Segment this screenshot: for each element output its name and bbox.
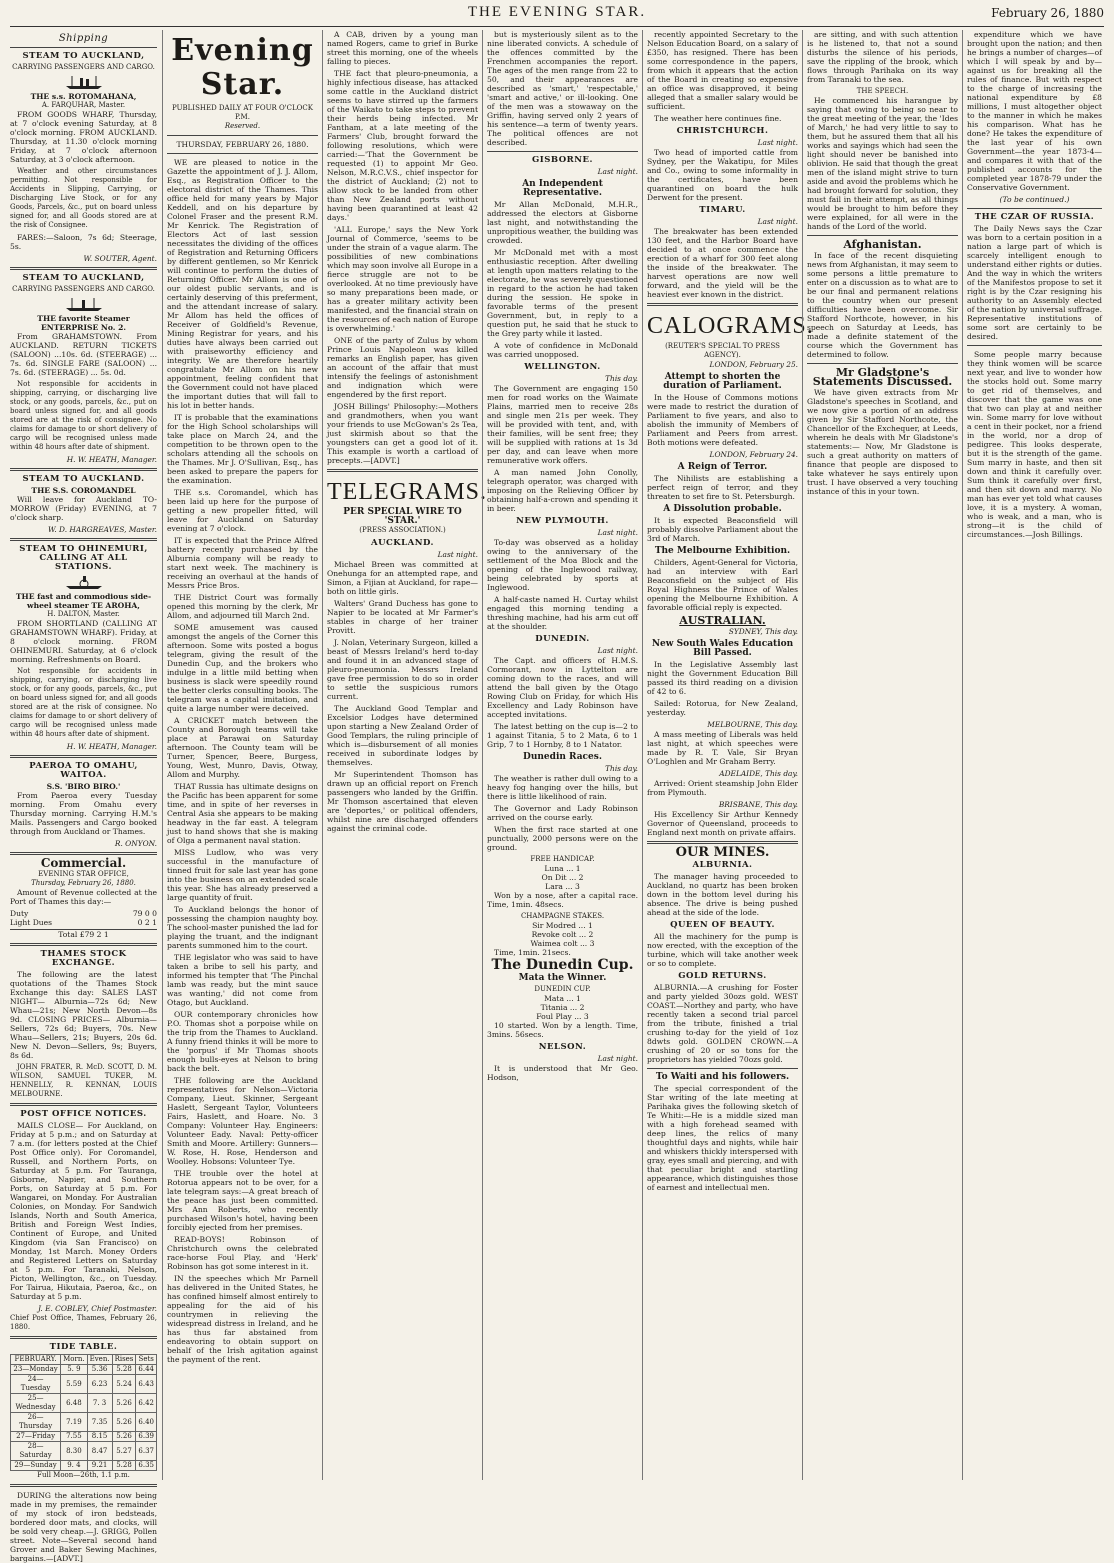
- afghanistan-title: Afghanistan.: [843, 238, 922, 251]
- australian-title: AUSTRALIAN.: [679, 614, 766, 627]
- tide-cell: 24—Tuesday: [11, 1375, 61, 1394]
- afghanistan-text: In face of the recent disquieting news from Afghanistan, it may seem to some persons a little premature to enter on a discussion as to what are to be our final and permanent relations to the country when our present difficulties have been overcome. Sir Stafford Northcote, however, in his speech on Saturday at Leeds, has made a definite statement of the course which the Government has determined to follow.: [807, 251, 958, 359]
- czar-text: The Daily News says the Czar was born to a certain position in a nation a large part of which is scarcely intelligent enough to understand either rights or duties. And the way in which the writers of the Manifestos propose to set it right is by the Czar resigning his authority to an Assembly elected of the nation by universal suffrage. Representative institutions of some sort are certainly to be desired.: [967, 224, 1102, 341]
- stock-exchange-section: [10, 950, 157, 1099]
- column-continued: [962, 30, 1105, 1480]
- post-office-body: MAILS CLOSE— For Auckland, on Friday at 5 p.m.; and on Saturday at 7 a.m. (for letters posted at the Chief Post Office only). For Coromandel, Russell, and Northern Ports, on Saturday at 5 p.m. For Tauranga, Gisborne, Napier, and Southern Ports, on Saturday at 5 p.m. For Wangarei, on Monday. For Australian Colonies, on Monday. For Sandwich Islands, North and South America, British and Foreign West Indies, Continent of Europe, and United Kingdom (via San Francisco) on Monday, 1st March. Money Orders and Registered Letters on Saturday at 5 p.m. For Taranaki, Nelson, Picton, Wellington, &c., on Tuesday. For Tairua, Hikutaia, Paeroa, &c., on Saturday at 5 p.m.: [10, 1121, 157, 1301]
- parliament-headline: Attempt to shorten the duration of Parliament.: [663, 372, 782, 391]
- dunedin-cup-label: DUNEDIN CUP.: [534, 985, 591, 993]
- article-paragraph: To Auckland belongs the honor of possessing the champion naughty boy. The school-master punished the lad for playing the truant, and the indignant parents summoned him to the court.: [167, 905, 318, 950]
- dunedin-dateline: Last night.: [597, 646, 638, 655]
- mines-title: OUR MINES.: [675, 845, 770, 860]
- waiti-text: The special correspondent of the Star writing of the late meeting at Parihaka gives the following sketch of Te Whiti:—He is a middle sized man with a high forehead seamed with deep lines, the relics of many thoughtful days and nights, while hair and whiskers thickly interspersed with gray, eyes small and piercing, and with that peculiar bright and startling appearance, which distinguishes those of earnest and intellectual men.: [647, 1084, 798, 1192]
- alburnia-text: The manager having proceeded to Auckland, no quartz has been broken down in the bottom level during his absence. The drive is being pushed ahead at the side of the lode.: [647, 872, 798, 917]
- paper-title: Evening Star.: [171, 33, 314, 102]
- ad-ship-name: THE fast and commodious side-wheel steamer TE AROHA,: [15, 592, 152, 610]
- article-paragraph: The Government are engaging 150 men for road works on the Waimate Plains, married men to receive 28s and single men 21s per week. They will be provided with tent, and, with their families, will be sent free; they will be supplied with rations at 1s 3d per day, and can leave when more remunerative work offers.: [487, 384, 638, 465]
- article-paragraph: A CRICKET match between the County and Borough teams will take place at Parawai on Saturday afternoon. The County team will be Turner, Spencer, Beere, Burgess, Young, West, Munro, Davis, Otway, Allom and Murphy.: [167, 716, 318, 779]
- ad-ship-name: S.S. 'BIRO BIRO.': [46, 782, 121, 791]
- alburnia-title: ALBURNIA.: [692, 860, 753, 870]
- nelson-title: NELSON.: [538, 1042, 587, 1052]
- commercial-office: EVENING STAR OFFICE,: [38, 870, 129, 878]
- column-telegrams: [322, 30, 487, 1480]
- commercial-title: Commercial.: [40, 856, 127, 870]
- dunedin-cup-title: The Dunedin Cup.: [491, 957, 634, 973]
- timaru-dateline: Last night.: [757, 217, 798, 226]
- shipping-ad: [10, 52, 157, 263]
- race-result-row: Mata ... 1: [544, 994, 581, 1003]
- ad-title: STEAM TO AUCKLAND,: [22, 273, 145, 283]
- paddle-steamer-icon: [64, 574, 104, 590]
- column-shipping: [10, 30, 160, 1563]
- tide-cell: 9. 4: [61, 1461, 87, 1471]
- race-result-row: Sir Modred ... 1: [532, 921, 593, 930]
- tide-table-title: TIDE TABLE.: [49, 1342, 118, 1352]
- post-office-title: POST OFFICE NOTICES.: [20, 1109, 147, 1119]
- revenue-total: Total £79 2 1: [10, 929, 157, 939]
- dunedin-title: DUNEDIN.: [535, 634, 590, 644]
- ad-note: Weather and other circumstances permitting. Not responsible for Accidents in Slipping, Carrying, or Discharging Live Stock, or for any Goods, Parcels, &c., put on board unless signed for, and all Goods stored are at the risk of Consignee.: [10, 167, 157, 229]
- race-result-row: Lara ... 3: [545, 882, 580, 891]
- calograms-title: CALOGRAMS.: [647, 313, 814, 339]
- new-plymouth-title: NEW PLYMOUTH.: [516, 516, 609, 526]
- christchurch-dateline: Last night.: [757, 138, 798, 147]
- article-paragraph: THE District Court was formally opened this morning by the clerk, Mr Allom, and adjourned till March 2nd.: [167, 593, 318, 620]
- champagne-note: Time, 1min. 21secs.: [494, 948, 571, 957]
- adelaide-dateline: ADELAIDE, This day.: [719, 769, 798, 778]
- steamship-icon: [64, 296, 104, 312]
- tide-cell: 7.55: [61, 1432, 87, 1442]
- tide-column-header: Even.: [87, 1355, 112, 1365]
- tide-cell: 6.23: [87, 1375, 112, 1394]
- article-paragraph: OUR contemporary chronicles how P.O. Thomas shot a porpoise while on the trip from the Thames to Auckland. A funny friend thinks it will be more to the 'porpus' if Mr Thomas shoots enough bulls-eyes at Nelson to bring back the belt.: [167, 1010, 318, 1073]
- column-calograms: [642, 30, 814, 1480]
- revenue-item: Light Dues: [10, 918, 53, 927]
- tide-cell: 23—Monday: [11, 1365, 61, 1375]
- champagne-title: CHAMPAGNE STAKES.: [520, 912, 605, 920]
- nsw-headline: New South Wales Education Bill Passed.: [651, 639, 794, 658]
- article-paragraph: Mr Superintendent Thomson has drawn up an official report on French passengers who landed by the Griffin. Mr Thomson ascertained that eleven are 'deportes,' or political offenders, whilst nine are discharged offenders against the criminal code.: [327, 770, 478, 833]
- wellington-paragraphs: [487, 384, 638, 513]
- queen-of-beauty-title: QUEEN OF BEAUTY.: [670, 920, 775, 930]
- article-paragraph: 'ALL Europe,' says the New York Journal of Commerce, 'seems to be under the strain of a vague alarm. The possibilities of new combinations which may soon involve all Europe in a fierce struggle are not to be overlooked. At no time previously have so many preparations been made, or has a greater military activity been manifested, and the financial strain on the resources of each nation of Europe is overwhelming.': [327, 225, 478, 333]
- dunedin-cup-subtitle: Mata the Winner.: [518, 973, 607, 983]
- timaru-text: The breakwater has been extended 130 feet, and the Harbor Board have decided to at once commence the erection of a wharf for 300 feet along the inside of the breakwater. The harvest operations are now well forward, and the yield will be the heaviest ever known in the district.: [647, 227, 798, 299]
- ad-ship-name: THE S.S. COROMANDEL: [31, 486, 136, 495]
- article-paragraph: The latest betting on the cup is—2 to 1 against Titania, 5 to 2 Mata, 6 to 1 Grip, 7 to 1 Hornby, 8 to 1 Natator.: [487, 722, 638, 749]
- commercial-intro: Amount of Revenue collected at the Port of Thames this day:—: [10, 888, 157, 906]
- brisbane-dateline: BRISBANE, This day.: [718, 800, 798, 809]
- section-title-shipping: Shipping: [58, 33, 109, 44]
- telegrams-title: TELEGRAMS.: [327, 479, 487, 505]
- ad-body: From Paeroa every Tuesday morning. From Omahu every Thursday morning. Carrying H.M.'s Mails. Passengers and Cargo booked through from Auckland or Thames.: [10, 791, 157, 836]
- article-paragraph: THAT Russia has ultimate designs on the Pacific has been apparent for some time, and in spite of her reverses in Central Asia she appears to be making headway in the far east. A telegram just to hand shows that she is making of Olga a permanent naval station.: [167, 782, 318, 845]
- tide-cell: 5. 9: [61, 1365, 87, 1375]
- brisbane-text: His Excellency Sir Arthur Kennedy Governor of Queensland, proceeds to England next month on private affairs.: [647, 810, 798, 837]
- tide-table-header: [11, 1355, 157, 1365]
- tide-cell: 5.26: [112, 1413, 136, 1432]
- tide-table-section: [10, 1343, 157, 1480]
- gisborne-paragraphs: [487, 200, 638, 359]
- champagne-results: [487, 921, 638, 948]
- table-row: [11, 1375, 157, 1394]
- nelson-dateline: Last night.: [597, 1054, 638, 1063]
- running-header: [10, 4, 1104, 27]
- gladstone-title: Mr Gladstone's Statements Discussed.: [812, 366, 953, 388]
- race-result-row: Waimea colt ... 3: [530, 939, 595, 948]
- tide-cell: 5.28: [112, 1461, 136, 1471]
- article-paragraph: THE s.s. Coromandel, which has been laid up here for the purpose of getting a new propeller fitted, will leave for Auckland on Saturday evening at 7 o'clock.: [167, 488, 318, 533]
- article-paragraph: but is mysteriously silent as to the nine liberated convicts. A schedule of the offences committed by the Frenchmen accompanies the report. The ages of the men range from 22 to 50, and their appearances are described as 'smart,' 'respectable,' 'smart and active,' or ill-looking. One of the men was a stowaway on the Griffin, having served only 2 years of his sentence—a term of twenty years. The political offences are not described.: [487, 30, 638, 147]
- article-paragraph: The Capt. and officers of H.M.S. Cormorant, now in Lyttelton are coming down to the races, and will attend the ball given by the Otago Rowing Club on Friday, for which His Excellency and Lady Robinson have accepted invitations.: [487, 656, 638, 719]
- news-paragraphs: [807, 30, 958, 84]
- auckland-dateline: Last night.: [437, 550, 478, 559]
- columns: [10, 30, 1104, 1563]
- article-paragraph: THE trouble over the hotel at Rotorua appears not to be over, for a late telegram says:—A great breach of the peace has just been committed. Mrs Ann Roberts, who recently purchased Wilson's hotel, having been forcibly ejected from her premises.: [167, 1169, 318, 1232]
- tide-cell: 8.47: [87, 1442, 112, 1461]
- ad-title: STEAM TO AUCKLAND.: [22, 474, 145, 484]
- christchurch-title: CHRISTCHURCH.: [676, 126, 769, 136]
- dunedin-cup-note: 10 started. Won by a length. Time, 3mins. 56secs.: [487, 1021, 638, 1039]
- press-association: (PRESS ASSOCIATION.): [359, 526, 446, 534]
- shipping-ad: [10, 274, 157, 464]
- london-dateline: LONDON, February 24.: [709, 450, 798, 459]
- shipping-ad: [10, 762, 157, 848]
- article-paragraph: A vote of confidence in McDonald was carried unopposed.: [487, 341, 638, 359]
- article-paragraph: The weather is rather dull owing to a heavy fog hanging over the hills, but there is little likelihood of rain.: [487, 774, 638, 801]
- ad-agent: W. SOUTER, Agent.: [83, 254, 157, 263]
- ad-note: Not responsible for accidents in shipping, carrying, or discharging live stock, or any goods, parcels, &c., put on board unless signed for, and all goods stored are at the risk of consignee. No claims for damage to or short delivery of cargo will be recognised unless made within 48 hours after date of shipment.: [10, 380, 157, 451]
- melbourne-headline: The Melbourne Exhibition.: [654, 546, 791, 556]
- article-paragraph: Walters' Grand Duchess has gone to Napier to be located at Mr Farmer's stables in charge of her trainer Provitt.: [327, 599, 478, 635]
- post-office-place: Chief Post Office, Thames, February 26, 1880.: [10, 1314, 157, 1331]
- shipping-ad: [10, 545, 157, 751]
- speech-text: He commenced his harangue by saying that owing to being so near to the great meeting of the year, the 'Ides of March,' he had very little to say to them, but he assured them that all his works and sayings which had seen the light should never be banished into oblivion. He said that though the great men of the island might strive to turn aside and avoid the problems which he had brought forward for solution, they must fail in their attempt, as all things would be brought to him before they were explained, for all were in the hands of the Lord of the world.: [807, 96, 958, 231]
- article-paragraph: MISS Ludlow, who was very successful in the manufacture of tinned fruit for sale last year has gone into the business on an extended scale this year. She has already preserved a large quantity of fruit.: [167, 848, 318, 902]
- revenue-value: 79 0 0: [132, 909, 157, 918]
- article-paragraph: A half-caste named H. Curtay whilst engaged this morning tending a threshing machine, had his arm cut off at the shoulder.: [487, 595, 638, 631]
- editorial-paragraphs: [167, 158, 318, 1364]
- article-paragraph: THE legislator who was said to have taken a bribe to sell his party, and informed his tempter that 'The Pinchal lamb was ready, but the mint sauce was wanting,' did not come from Otago, but Auckland.: [167, 953, 318, 1007]
- news-paragraphs: [967, 30, 1102, 192]
- post-office-section: [10, 1110, 157, 1332]
- shipping-ad: [10, 475, 157, 534]
- london-dateline: LONDON, February 25.: [709, 360, 798, 369]
- revenue-row: [10, 918, 157, 927]
- tide-column-header: Rises: [112, 1355, 136, 1365]
- parliament-text: In the House of Commons motions were made to restrict the duration of Parliament to five years, and also to abolish the immunity of Members of Parliament and Peers from arrest. Both motions were defeated.: [647, 393, 798, 447]
- handicap-title: FREE HANDICAP.: [530, 855, 595, 863]
- publication-info: PUBLISHED DAILY AT FOUR O'CLOCK P.M.: [172, 104, 313, 121]
- tide-cell: 29—Sunday: [11, 1461, 61, 1471]
- article-paragraph: SOME amusement was caused amongst the angels of the Corner this afternoon. Some wits posted a bogus telegram, giving the result of the Dunedin Cup, and the brokers who indulge in a little mild betting when business is slack were speedily round the better clerks consulting books. The telegram was a capital imitation, and quite a large number were deceived.: [167, 623, 318, 713]
- article-paragraph: WE are pleased to notice in the Gazette the appointment of J. J. Allom, Esq., as Registration Officer to the electoral district of the Thames. This office held for many years by Major Keddell, and on his departure by Colonel Fraser and the present R.M. Mr Kenrick. The Registration of Electors Act of last session necessitates the dividing of the offices of Registration and Returning Officers by different gentlemen, so Mr Kenrick will continue to perform the duties of Returning Officer. Mr Allom is one of our oldest public servants, and is certainly deserving of this preferment, and the attendant increase of salary. Mr Allom has held the offices of Receiver of Goldfield's Revenue, Mining Registrar for years, and his duties have always been carried out with praiseworthy efficiency and integrity. We are therefore heartily congratulate Mr Allom on his new appointment, feeling confident that the Government could not have placed the important duties that will fall to his lot in better hands.: [167, 158, 318, 410]
- calograms-subtitle: (REUTER'S SPECIAL TO PRESS AGENCY).: [665, 342, 780, 359]
- tide-cell: 26—Thursday: [11, 1413, 61, 1432]
- tide-cell: 6.37: [136, 1442, 157, 1461]
- dunedin-paragraphs: [487, 656, 638, 749]
- tide-column-header: Morn.: [61, 1355, 87, 1365]
- ad-fares: FARES:—Saloon, 7s 6d; Steerage, 5s.: [10, 233, 157, 251]
- gisborne-title: GISBORNE.: [532, 155, 593, 165]
- tide-column-header: Sets: [136, 1355, 157, 1365]
- article-paragraph: THE following are the Auckland representatives for Nelson—Victoria Company, Lieut. Skinner, Sergeant Haslett, Sergeant Taylor, Volunteers Fairs, Haslett, and Hoare. No. 3 Company: Volunteer Hay. Engineers: Volunteer Eady. Naval: Petty-officer Smith and Moore. Artillery: Gunners—W. Rose, H. Rose, Henderson and Woolley. Hobsons: Volunteer Tye.: [167, 1076, 318, 1166]
- ad-body: FROM GOODS WHARF, Thursday, at 7 o'clock evening Saturday, at 8 o'clock morning. FROM AUCKLAND. Thursday, at 11.30 o'clock morning Friday, at 7 o'clock afternoon Saturday, at 3 o'clock afternoon.: [10, 110, 157, 164]
- race-result-row: Foul Play ... 3: [536, 1012, 589, 1021]
- ad-note: Not responsible for accidents in shipping, carrying, or discharging live stock, or for any goods, parcels, &c., put on board unless signed for, and all goods stored are at the risk of consignee. No claims for damage to or short delivery of cargo will be recognised unless made within 48 hours after date of shipment.: [10, 667, 157, 738]
- waiti-headline: To Waiti and his followers.: [655, 1072, 790, 1082]
- tide-cell: 5.24: [112, 1375, 136, 1394]
- ad-ship-name: THE favorite Steamer ENTERPRISE No. 2.: [37, 314, 130, 332]
- terror-headline: A Reign of Terror.: [677, 462, 768, 472]
- dunedin-cup-results: [487, 994, 638, 1021]
- table-row: [11, 1365, 157, 1375]
- article-paragraph: The weather here continues fine.: [654, 114, 782, 123]
- melbourne-text: Childers, Agent-General for Victoria, had an interview with Earl Beaconsfield on the subject of His Royal Highness the Prince of Wales opening the Melbourne Exhibition. A favorable official reply is expected.: [647, 558, 798, 612]
- article-paragraph: When the first race started at one punctually, 2000 persons were on the ground.: [487, 825, 638, 852]
- christchurch-text: Two head of imported cattle from Sydney, per the Wakatipu, for Miles and Co., owing to some informality in the certificates, have been quarantined on board the hulk Derwent for the present.: [647, 148, 798, 202]
- issue-date: THURSDAY, FEBRUARY 26, 1880.: [176, 140, 309, 149]
- tide-footnote: Full Moon—26th, 1.1 p.m.: [37, 1471, 130, 1479]
- tide-cell: 6.35: [136, 1461, 157, 1471]
- nelson-text: It is understood that Mr Geo. Hodson,: [487, 1064, 638, 1082]
- sydney-dateline: SYDNEY, This day.: [728, 627, 798, 636]
- article-paragraph: JOSH Billings' Philosophy:—Mothers and grandmothers, when you want your friends to use McGowan's 2s Tea, just skirmish about so that the youngsters can get a good lot of it. This example is worth a cartload of precepts.—[ADVT.]: [327, 402, 478, 465]
- race-result-row: Revoke colt ... 2: [531, 930, 594, 939]
- race-result-row: Luna ... 1: [544, 864, 581, 873]
- article-paragraph: To-day was observed as a holiday owing to the anniversary of the settlement of the Moa Block and the opening of the Inglewood railway, being celebrated by sports at Inglewood.: [487, 538, 638, 592]
- tide-cell: 6.43: [136, 1375, 157, 1394]
- steamship-icon: [64, 74, 104, 90]
- header-date: February 26, 1880: [991, 6, 1104, 20]
- gisborne-dateline: Last night.: [597, 167, 638, 176]
- ad-body: From GRAHAMSTOWN. From AUCKLAND. RETURN TICKETS (SALOON) ...10s. 6d. (STEERAGE) ... 7s. 6d. SINGLE FARE (SALOON) ... 7s. 6d. (STEERAGE) ... 5s. 0d.: [10, 332, 157, 377]
- ad-master: H. DALTON, Master.: [47, 610, 120, 618]
- ad-title: STEAM TO OHINEMURI, CALLING AT ALL STATIONS.: [19, 544, 148, 572]
- tide-cell: 6.40: [136, 1413, 157, 1432]
- ad-agent: R. ONYON.: [114, 839, 157, 848]
- article-paragraph: Mr McDonald met with a most enthusiastic reception. After dwelling at length upon matters relating to the electorate, he was severely questioned in regard to the action he had taken during the session. He spoke in favorable terms of the present Government, but, in reply to a question put, he said that he stuck to the Grey party while it lasted.: [487, 248, 638, 338]
- dunedin-races-title: Dunedin Races.: [523, 752, 602, 762]
- tide-cell: 7.19: [61, 1413, 87, 1432]
- grigg-advertisement: DURING the alterations now being made in my premises, the remainder of my stock of iron bedsteads, bordered door mats, and clocks, will be sold very cheap.—J. GRIGG, Pollen street. Note—Several second hand Grover and Baker Sewing Machines, bargains.—[ADVT.]: [10, 1491, 157, 1563]
- tide-cell: 7. 3: [87, 1394, 112, 1413]
- independent-title: An Independent Representative.: [522, 179, 603, 198]
- dissolution-headline: A Dissolution probable.: [663, 504, 782, 514]
- exchange-brokers: JOHN FRATER, R. McD. SCOTT, D. M. WILSON, SAMUEL TUKER, M. HENNELLY, R. KENNAN, LOUIS MELBOURNE.: [10, 1063, 157, 1098]
- ad-subtitle: CARRYING PASSENGERS AND CARGO.: [12, 285, 155, 293]
- tide-cell: 6.42: [136, 1394, 157, 1413]
- tide-cell: 5.28: [112, 1365, 136, 1375]
- ad-body: Will leave for Auckland TO-MORROW (Friday) EVENING, at 7 o'clock sharp.: [10, 495, 157, 522]
- ad-title: STEAM TO AUCKLAND,: [22, 51, 145, 61]
- wellington-dateline: This day.: [605, 374, 638, 383]
- article-paragraph: recently appointed Secretary to the Nelson Education Board, on a salary of £350, has resigned. There has been some correspondence in the papers, from which it appears that the action of the Board in creating so expensive an office was disapproved, it being alleged that a smaller salary would be sufficient.: [647, 30, 798, 111]
- news-paragraphs: [647, 30, 798, 123]
- tide-cell: 6.44: [136, 1365, 157, 1375]
- tide-cell: 5.36: [87, 1365, 112, 1375]
- czar-title: THE CZAR OF RUSSIA.: [974, 212, 1095, 222]
- tide-cell: 28—Saturday: [11, 1442, 61, 1461]
- tide-cell: 8.15: [87, 1432, 112, 1442]
- terror-text: The Nihilists are establishing a perfect reign of terror, and they threaten to set fire to St. Petersburgh.: [647, 474, 798, 501]
- ad-title: PAEROA TO OMAHU, WAITOA.: [29, 761, 138, 780]
- article-paragraph: A CAB, driven by a young man named Rogers, came to grief in Burke street this morning, one of the wheels falling to pieces.: [327, 30, 478, 66]
- article-paragraph: J. Nolan, Veterinary Surgeon, killed a beast of Messrs Ireland's herd to-day and found it in an advanced stage of pleuro-pneumonia. Messrs Ireland gave free permission to do so in order to settle the suspicious rumors current.: [327, 638, 478, 701]
- tide-cell: 6.48: [61, 1394, 87, 1413]
- tide-cell: 27—Friday: [11, 1432, 61, 1442]
- table-row: [11, 1413, 157, 1432]
- race-result-row: On Dit ... 2: [541, 873, 584, 882]
- nsw-text: In the Legislative Assembly last night the Government Education Bill passed its third reading on a division of 42 to 6.: [647, 660, 798, 696]
- gold-returns-text: ALBURNIA.—A crushing for Foster and party yielded 30ozs gold. WEST COAST.—Northey and party, who have recently taken a second trial parcel from the tribute, finished a trial crushing to-day for the yield of 1oz 8dwts gold. GOLDEN CROWN.—A crushing of 20 or so tons for the proprietors has yielded 70ozs gold.: [647, 983, 798, 1064]
- tide-cell: 5.27: [112, 1442, 136, 1461]
- table-row: [11, 1394, 157, 1413]
- handicap-results: [487, 864, 638, 891]
- column-features: [802, 30, 961, 1480]
- auckland-title: AUCKLAND.: [370, 538, 435, 548]
- table-row: [11, 1432, 157, 1442]
- article-paragraph: The Auckland Good Templar and Excelsior Lodges have determined upon starting a New Zealand Order of Good Templars, the ruling principle of which is—disbursement of all monies received in subordinate lodges by themselves.: [327, 704, 478, 767]
- sailed-text: Sailed: Rotorua, for New Zealand, yesterday.: [647, 699, 798, 717]
- tide-cell: 7.35: [87, 1413, 112, 1432]
- ad-ship-name: THE s.s. ROTOMAHANA,: [30, 92, 137, 101]
- article-paragraph: ONE of the party of Zulus by whom Prince Louis Napoleon was killed remarks an English paper, has given an account of the affair that must intensify the feelings of astonishment and indignation which were engendered by the first report.: [327, 336, 478, 399]
- article-paragraph: The Governor and Lady Robinson arrived on the course early.: [487, 804, 638, 822]
- article-paragraph: Mr Allan McDonald, M.H.R., addressed the electors at Gisborne last night, and notwithstanding the unpropitious weather, the building was crowded.: [487, 200, 638, 245]
- masthead: THE EVENING STAR.: [467, 4, 647, 20]
- article-paragraph: expenditure which we have brought upon the nation; and then he brings a number of charges—of which I will speak by and by—against us for breaking all the rules of finance. But with respect to the charge of increasing the national expenditure by £8 millions, I must altogether object to the manner in which he makes his comparison. What has he done? He takes the expenditure of the last year of his own Government—the year 1873-4—and compares it with that of the published accounts for the completed year 1878-79 under the Conservative Government.: [967, 30, 1102, 192]
- tide-cell: 5.26: [112, 1432, 136, 1442]
- tide-cell: 5.26: [112, 1394, 136, 1413]
- tide-cell: 6.39: [136, 1432, 157, 1442]
- table-row: [11, 1461, 157, 1471]
- gladstone-text: We have given extracts from Mr Gladstone's speeches in Scotland, and we now give a portion of an address given by Sir Stafford Northcote, the Chancellor of the Exchequer, at Leeds, wherein he deals with Mr Gladstone's statements:— Now, Mr Gladstone is such a great authority on matters of finance that people are disposed to take whatever he says entirely upon trust. I have observed a very touching instance of this in your town.: [807, 388, 958, 496]
- article-paragraph: THE fact that pleuro-pneumonia, a highly infectious disease, has attacked some cattle in the Auckland district seems to have stirred up the farmers of the Waikato to take steps to prevent their herds being infected. Mr Fantham, at a late meeting of the Farmers' Club, brought forward the following resolutions, which were carried:—'That the Government be requested (1) to appoint Mr Geo. Nelson, M.R.C.V.S., chief inspector for the district of Auckland; (2) not to allow stock to be landed from other than New Zealand ports without having been quarantined at least 42 days.': [327, 69, 478, 222]
- new-plymouth-dateline: Last night.: [597, 528, 638, 537]
- tide-cell: 25—Wednesday: [11, 1394, 61, 1413]
- commercial-section: [10, 856, 157, 939]
- new-plymouth-paragraphs: [487, 538, 638, 631]
- tide-table: [10, 1354, 157, 1471]
- marry-text: Some people marry because they think women will be scarce next year, and live to wonder how the stocks hold out. Some marry to get rid of themselves, and discover that the game was one that two can play at and neither win. Some marry for love without a cent in their pocket, nor a friend in the world, nor a drop of pedigree. This looks desperate, but it is the strength of the game. Sum marry in haste, and then sit down and think it carefully over. Sum think it carefully over first, and then sit down and marry. No man has ever yet told what causes love, it is a mystery. A woman, who is weak, and a man, who is strong—it is the child of circumstances.—Josh Billings.: [967, 350, 1102, 539]
- revenue-row: [10, 909, 157, 918]
- ad-master: W. D. HARGREAVES, Master.: [48, 525, 157, 534]
- melbourne-news: A mass meeting of Liberals was held last night, at which speeches were made by R. T. Vale, Sir Bryan O'Loghlen and Mr Graham Berry.: [647, 730, 798, 766]
- article-paragraph: IT is expected that the Prince Alfred battery recently purchased by the Alburnia company will be ready to start next week. The machinery is receiving an overhaul at the hands of Messrs Price Bros.: [167, 536, 318, 590]
- table-row: [11, 1442, 157, 1461]
- ad-agent: H. W. HEATH, Manager.: [66, 455, 157, 464]
- tide-cell: 8.30: [61, 1442, 87, 1461]
- wellington-title: WELLINGTON.: [524, 362, 601, 372]
- ad-body: FROM SHORTLAND (CALLING AT GRAHAMSTOWN WHARF). Friday, at 8 o'clock morning. FROM OHINEMURI. Saturday, at 6 o'clock morning. Refreshments on Board.: [10, 619, 157, 664]
- column-editorial: [162, 30, 321, 1480]
- column-provincial: [482, 30, 641, 1480]
- dunedin-races-paragraphs: [487, 774, 638, 852]
- speech-title: THE SPEECH.: [856, 87, 909, 95]
- tide-cell: 9.21: [87, 1461, 112, 1471]
- auckland-paragraphs: [327, 560, 478, 833]
- tide-cell: 5.59: [61, 1375, 87, 1394]
- ad-subtitle: CARRYING PASSENGERS AND CARGO.: [12, 63, 155, 71]
- exchange-body: The following are the latest quotations of the Thames Stock Exchange this day: SALES LAST NIGHT— Alburnia—72s 6d; New Whau—21s; New North Devon—8s 9d. CLOSING PRICES— Alburnia—Sellers, 72s 6d; Buyers, 70s. New Whau—Sellers, 21s; Buyers, 20s 6d. New N. Devon—Sellers, 9s; Buyers, 8s 6d.: [10, 970, 157, 1060]
- adelaide-text: Arrived: Orient steamship John Elder from Plymouth.: [647, 779, 798, 797]
- ad-master: A. FARQUHAR, Master.: [41, 101, 126, 109]
- article-paragraph: IN the speeches which Mr Parnell has delivered in the United States, he has confined himself almost entirely to appealing for the aid of his countrymen in relieving the widespread distress in Ireland, and he has thus far abstained from endeavoring to obtain support on behalf of the Irish agitation against the payment of the rent.: [167, 1274, 318, 1364]
- article-paragraph: READ-BOYS! Robinson of Christchurch owns the celebrated race-horse Foul Play, and 'Herk' Robinson has got some interest in it.: [167, 1235, 318, 1271]
- news-paragraphs: [487, 30, 638, 147]
- exchange-title: THAMES STOCK EXCHANGE.: [40, 949, 127, 968]
- dissolution-text: It is expected Beaconsfield will probably dissolve Parliament about the 3rd of March.: [647, 516, 798, 543]
- article-paragraph: IT is probable that the examinations for the High School scholarships will take place on March 24, and the competition to be thrown open to the scholars attending all the schools on the Thames. Mr J. O'Sullivan, Esq., has been asked to prepare the papers for the examination.: [167, 413, 318, 485]
- revenue-value: 0 2 1: [137, 918, 157, 927]
- melbourne-dateline: MELBOURNE, This day.: [707, 720, 798, 729]
- handicap-note: Won by a nose, after a capital race. Time, 1min. 48secs.: [487, 891, 638, 909]
- ad-agent: H. W. HEATH, Manager.: [66, 742, 157, 751]
- queen-of-beauty-text: All the machinery for the pump is now erected, with the exception of the turbine, which will take another week or so to complete.: [647, 932, 798, 968]
- article-paragraph: are sitting, and with such attention is he listened to, that not a sound disturbs the silence of his periods, save the rippling of the brook, which flows through Parihaka on its way from Taranaki to the sea.: [807, 30, 958, 84]
- post-office-signed: J. E. COBLEY, Chief Postmaster.: [38, 1304, 157, 1313]
- revenue-item: Duty: [10, 909, 29, 918]
- tide-column-header: FEBRUARY.: [11, 1355, 61, 1365]
- news-paragraphs: [327, 30, 478, 465]
- article-paragraph: A man named John Conolly, telegraph operator, was charged with imposing on the Relieving Officer by obtaining half-a-crown and spending it in beer.: [487, 468, 638, 513]
- telegrams-subtitle: PER SPECIAL WIRE TO 'STAR.': [343, 507, 462, 526]
- race-result-row: Titania ... 2: [540, 1003, 585, 1012]
- article-paragraph: Michael Breen was committed at Onehunga for an attempted rape, and Simon, a Fijian at Auckland, for rape—both on little girls.: [327, 560, 478, 596]
- to-be-continued: (To be continued.): [999, 195, 1070, 204]
- commercial-date: Thursday, February 26, 1880.: [31, 879, 136, 887]
- timaru-title: TIMARU.: [699, 205, 746, 215]
- dunedin-races-dateline: This day.: [605, 764, 638, 773]
- reserved-label: Reserved.: [224, 122, 261, 130]
- gold-returns-title: GOLD RETURNS.: [678, 971, 767, 981]
